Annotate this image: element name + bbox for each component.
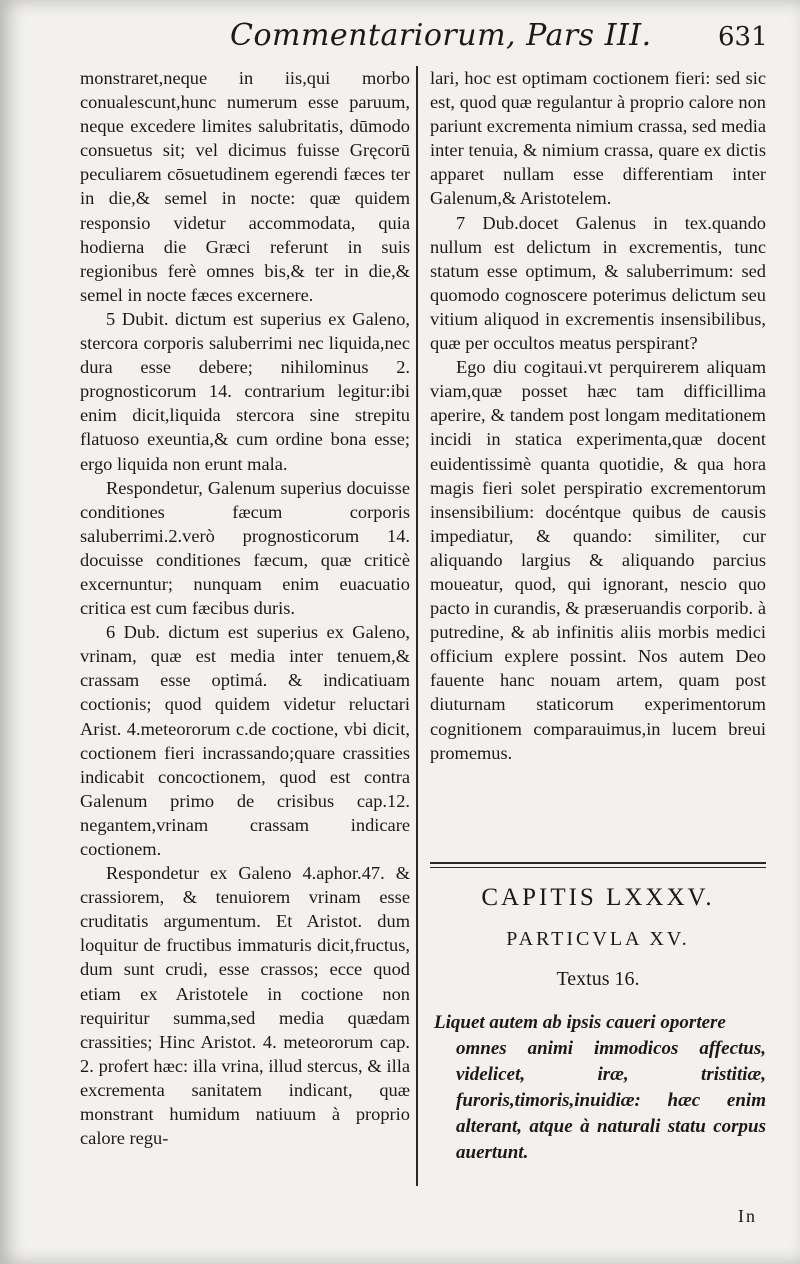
section-rule-thin xyxy=(430,867,766,868)
page-header xyxy=(0,18,800,62)
section-rule xyxy=(430,862,766,864)
textus-heading: Textus 16. xyxy=(556,968,640,990)
paragraph: 6 Dub. dictum est superius ex Galeno, vrinam, quæ est media inter tenuem,& crassam esse optimá. & indicatiuam coctionis; quod quidem videtur reluctari Arist. 4.meteororum c.de coctione, vbi dicit, coctionem fieri incrassando;quare crassities indicabit concoctionem, quod est contra Galenum primo de crisibus cap.12. negantem,vrinam crassam indicare coctionem. xyxy=(80,622,410,859)
quoted-text xyxy=(434,1010,766,1166)
paragraph: Ego diu cogitaui.vt perquirerem aliquam viam,quæ posset hæc tam difficillima aperire, & tandem post longam meditationem incidi in statica experimenta,quæ docent euidentissimè quanta quotidie, & qua hora magis fieri solet perspiratio excrementorum insensibilium: docéntque quibus de causis impediatur, & quando: similiter, cur aliquando largius & aliquando parcius moueatur, quod, qui ignorant, nescio quo pacto in curandis, & præseruandis corporib. à putredine, & ab infinitis aliis morbis medici officium explere possint. Nos autem Deo fauente hanc nouam artem, quam post diuturnam staticorum experimentorum cognitionem comparauimus,in lucem breui promemus. xyxy=(430,357,766,763)
quote-first-line: Liquet autem ab ipsis caueri oportere xyxy=(434,1012,726,1033)
paragraph: Respondetur, Galenum superius docuisse conditiones fæcum corporis saluberrimi.2.verò prognosticorum 14. docuisse conditiones fæcum, quæ criticè excernuntur; nunquam enim euacuatio critica est cum fæcibus duris. xyxy=(80,477,410,619)
paragraph: 5 Dubit. dictum est superius ex Galeno, stercora corporis saluberrimi nec liquida,nec dura esse debere; nihilominus 2. prognosticorum 14. contrarium legitur:ibi enim dicit,liquida stercora sine strepitu flatuoso exeuntia,& cum ordine bona esse; ergo liquida non erunt mala. xyxy=(80,308,410,474)
catchword: In xyxy=(738,1206,757,1226)
paragraph: Respondetur ex Galeno 4.aphor.47. & crassiorem, & tenuiorem vrinam esse cruditatis argumentum. Et Aristot. dum loquitur de fructibus immaturis dicit,fructus, dum sunt crudi, esse crassos; ecce quod etiam ex Aristotele in coctione non requiritur summa,sed media quædam crassities; Hinc Aristot. 4. meteororum cap. 2. profert hæc: illa vrina, illud stercus, & illa excrementa sanitatem indicant, quæ monstrant humidum natiuum à proprio calore regu- xyxy=(80,863,410,1149)
chapter-heading: CAPITIS LXXXV. xyxy=(481,884,715,911)
column-divider xyxy=(416,66,418,1186)
paragraph: lari, hoc est optimam coctionem fieri: sed sic est, quod quæ regulantur à proprio calore non pariunt excrementa nimium crassa, sed media inter tenuia, & nimium crassa, quare ex dictis apparet nullam esse differentiam inter Galenum,& Aristotelem. xyxy=(430,68,767,209)
paragraph: 7 Dub.docet Galenus in tex.quando nullum est delictum in excrementis, tunc statum esse optimum, & saluberrimum: sed quomodo cognoscere poterimus delictum seu vitium aliquod in excrementis insensibilibus, quæ per occultos meatus perspirant? xyxy=(430,212,766,354)
left-column xyxy=(80,66,410,1150)
right-column xyxy=(430,66,766,765)
particula-heading: PARTICVLA XV. xyxy=(506,928,690,950)
page-number: 631 xyxy=(718,22,768,52)
quote-continuation: omnes animi immodicos affectus, videlicet, iræ, tristitiæ, furoris,timoris,inuidiæ: hæc enim alterant, atque à naturali statu corpus auertunt. xyxy=(456,1038,766,1163)
running-title: Commentariorum, Pars III. xyxy=(230,18,652,53)
paragraph: monstraret,neque in iis,qui morbo conualescunt,hunc numerum esse paruum, neque excedere limites salubritatis, dūmodo consuetus sit; vel dicimus fuisse Gręcorū peculiarem cōsuetudinem egerendi fæces ter in die,& semel in nocte: quæ quidem responsio videtur accommodata, quia hodierna die Græci referunt in suis regionibus ferè omnes bis,& ter in die,& semel in nocte fæces excernere. xyxy=(80,68,410,305)
